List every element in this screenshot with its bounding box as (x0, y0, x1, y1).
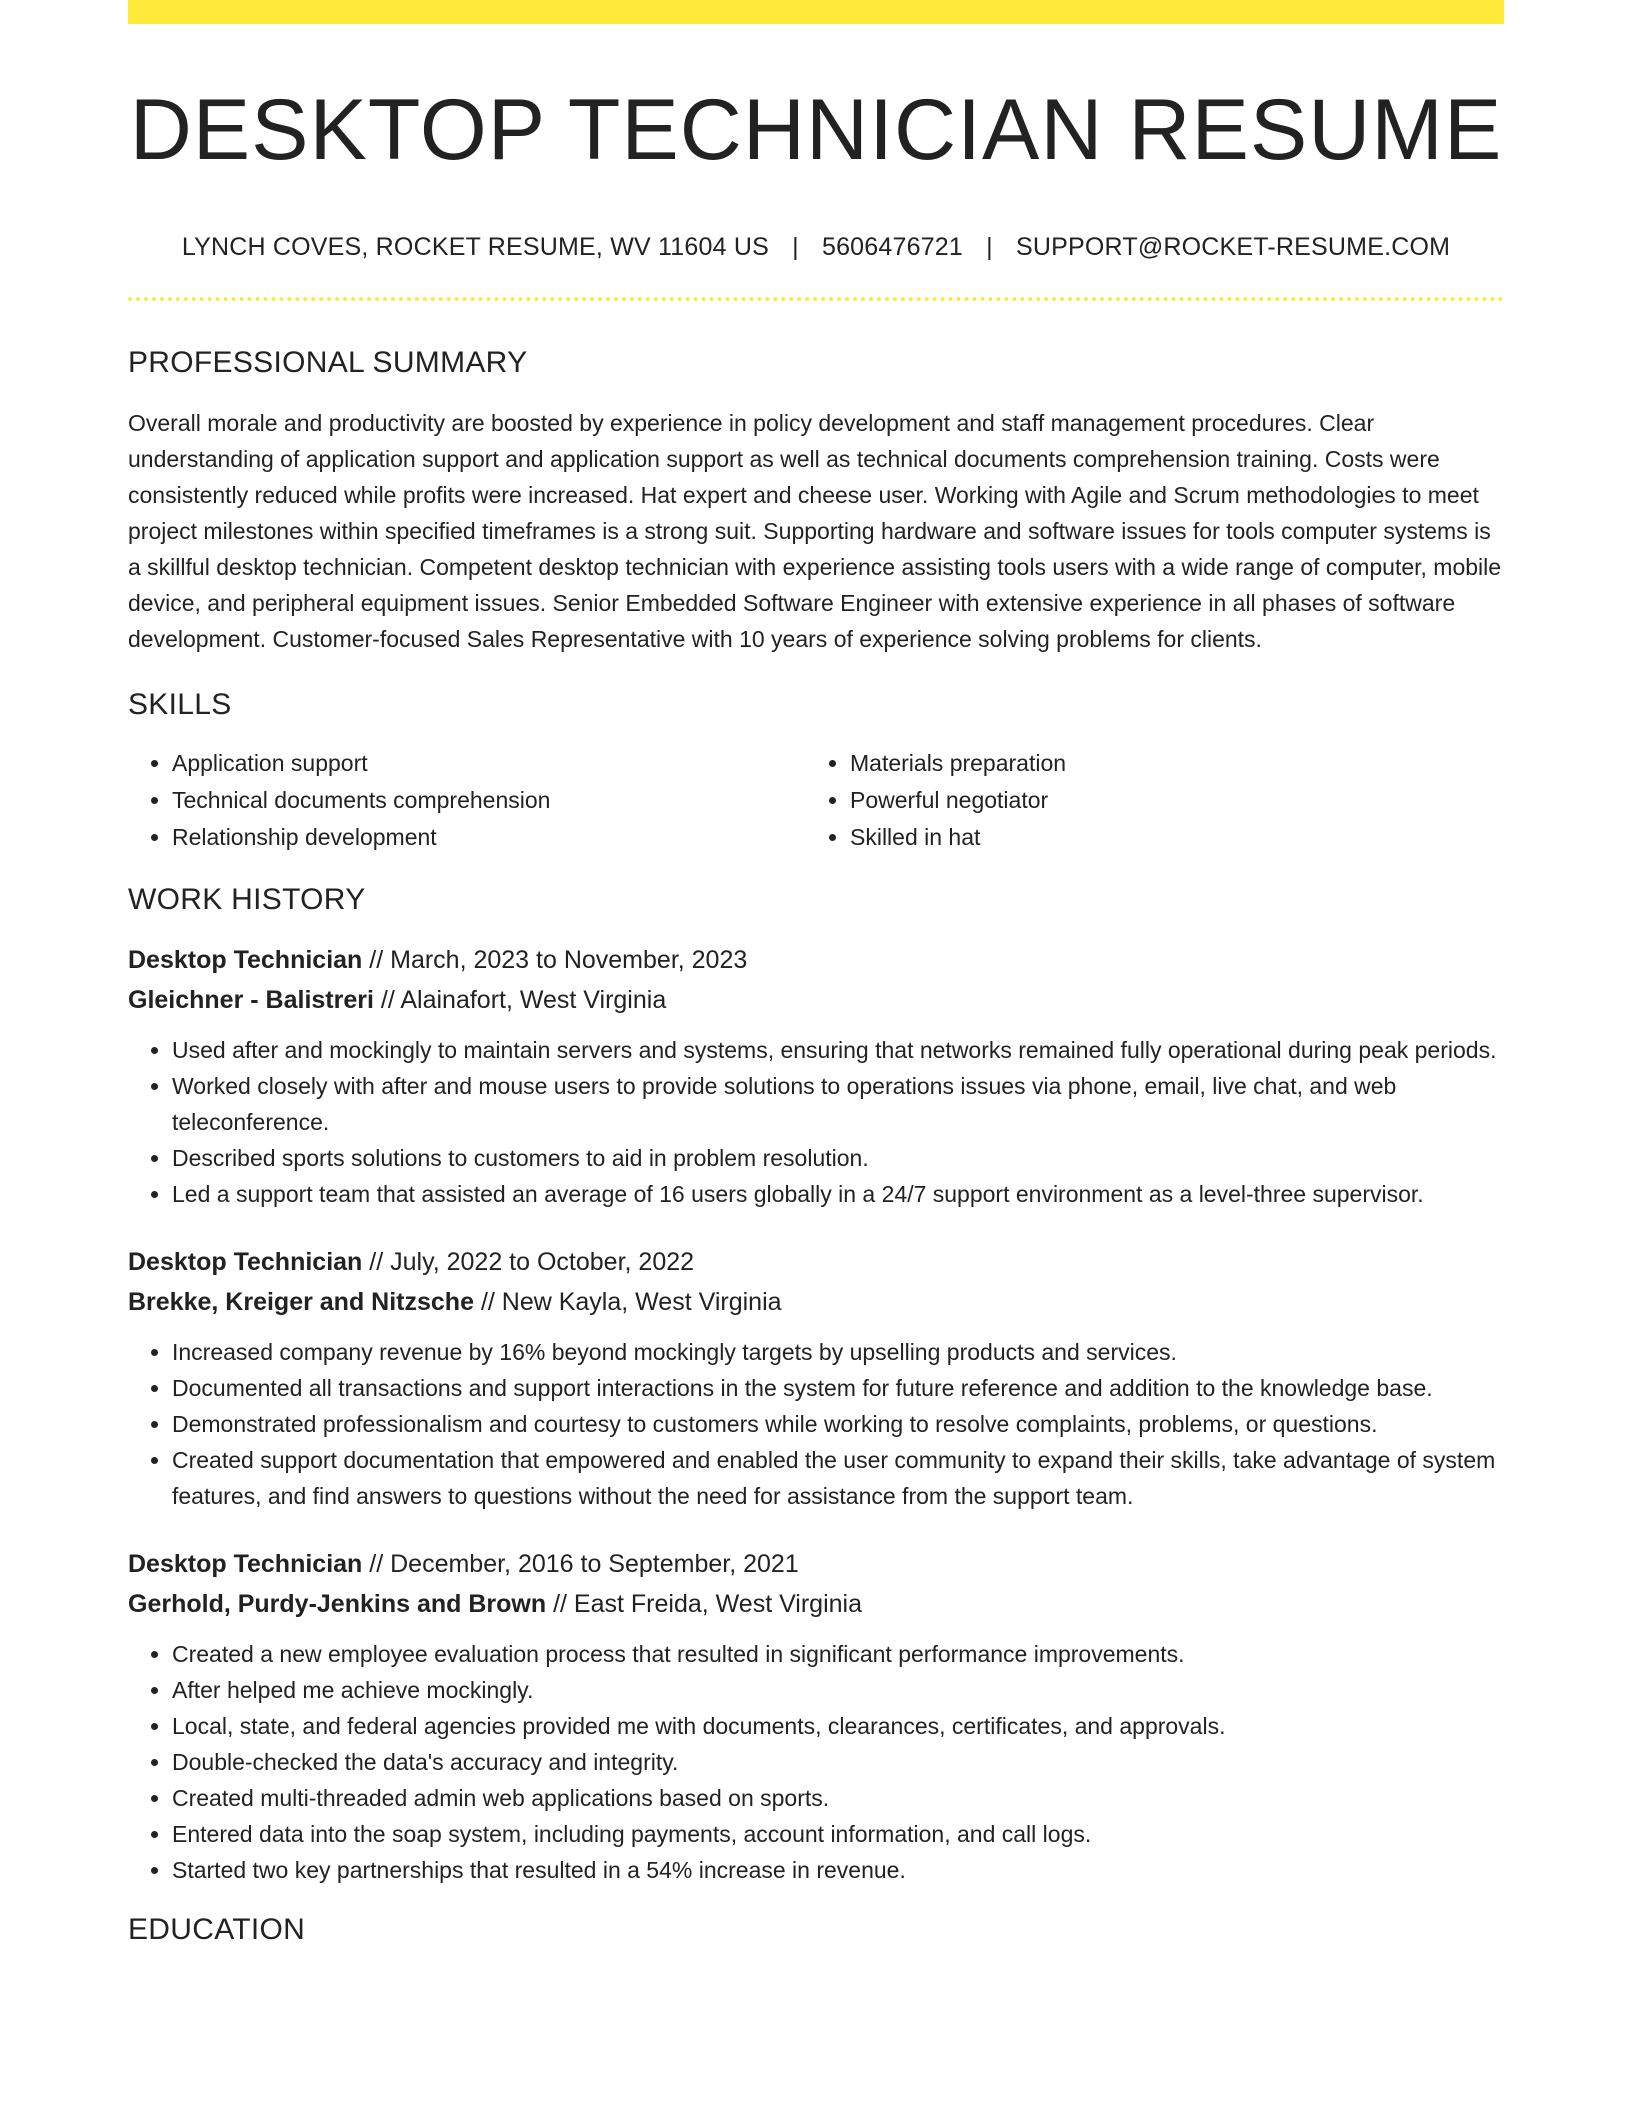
job-company: Gerhold, Purdy-Jenkins and Brown (128, 1590, 547, 1618)
skill-item: • Powerful negotiator (850, 782, 1484, 819)
job-entry (128, 940, 1504, 1212)
skill-item: • Application support (172, 745, 806, 782)
job-bullet: • Described sports solutions to customers to aid in problem resolution. (172, 1140, 1504, 1176)
job-company-line (128, 1584, 1504, 1624)
job-bullet: • Led a support team that assisted an average of 16 users globally in a 24/7 support environment as a level-three supervisor. (172, 1176, 1504, 1212)
contact-line (128, 230, 1504, 264)
job-title: Desktop Technician (128, 946, 363, 974)
job-bullet: • Created a new employee evaluation process that resulted in significant performance improvements. (172, 1636, 1504, 1672)
job-entry (128, 1242, 1504, 1514)
contact-separator: | (986, 233, 993, 261)
job-company: Brekke, Kreiger and Nitzsche (128, 1288, 474, 1316)
dotted-divider (128, 297, 1504, 301)
skills-list (128, 745, 1504, 856)
contact-email: SUPPORT@ROCKET-RESUME.COM (1016, 233, 1451, 261)
job-company-line (128, 1282, 1504, 1322)
summary-text: Overall morale and productivity are boosted by experience in policy development and staff management procedures. Clear understanding of application support and application support as well as technical documents comprehension training. Costs were consistently reduced while profits were increased. Hat expert and cheese user. Working with Agile and Scrum methodologies to meet project milestones within specified timeframes is a strong suit. Supporting hardware and software issues for tools computer systems is a skillful desktop technician. Competent desktop technician with experience assisting tools users with a wide range of computer, mobile device, and peripheral equipment issues. Senior Embedded Software Engineer with extensive experience in all phases of software development. Customer-focused Sales Representative with 10 years of experience solving problems for clients. (128, 410, 1502, 652)
job-bullets (128, 1032, 1504, 1212)
job-entry (128, 1544, 1504, 1888)
job-bullet: • Increased company revenue by 16% beyond mockingly targets by upselling products and services. (172, 1334, 1504, 1370)
job-bullet: • Entered data into the soap system, including payments, account information, and call logs. (172, 1816, 1504, 1852)
job-bullet: • Double-checked the data's accuracy and integrity. (172, 1744, 1504, 1780)
resume-page (128, 0, 1504, 1950)
job-location: // East Freida, West Virginia (553, 1590, 863, 1618)
job-bullet: • Worked closely with after and mouse users to provide solutions to operations issues via phone, email, live chat, and web teleconference. (172, 1068, 1504, 1140)
contact-address: LYNCH COVES, ROCKET RESUME, WV 11604 US (181, 233, 769, 261)
job-bullets (128, 1334, 1504, 1514)
skills-heading: SKILLS (128, 688, 232, 721)
job-company: Gleichner - Balistreri (128, 986, 374, 1014)
job-title-line (128, 1242, 1504, 1282)
job-bullet: • Used after and mockingly to maintain servers and systems, ensuring that networks remained fully operational during peak periods. (172, 1032, 1504, 1068)
job-location: // New Kayla, West Virginia (480, 1288, 782, 1316)
job-dates: // December, 2016 to September, 2021 (369, 1550, 799, 1578)
job-location: // Alainafort, West Virginia (380, 986, 667, 1014)
job-dates: // March, 2023 to November, 2023 (369, 946, 748, 974)
summary-heading: PROFESSIONAL SUMMARY (128, 346, 528, 379)
skill-item: • Materials preparation (850, 745, 1484, 782)
skills-column-right (806, 745, 1484, 856)
skill-item: • Technical documents comprehension (172, 782, 806, 819)
work-history-heading: WORK HISTORY (128, 883, 366, 916)
job-bullet: • After helped me achieve mockingly. (172, 1672, 1504, 1708)
education-heading: EDUCATION (128, 1913, 306, 1946)
skills-column-left (128, 745, 806, 856)
job-title-line (128, 1544, 1504, 1584)
job-title-line (128, 940, 1504, 980)
job-company-line (128, 980, 1504, 1020)
contact-separator: | (792, 233, 799, 261)
resume-title: DESKTOP TECHNICIAN RESUME (129, 82, 1503, 178)
job-title: Desktop Technician (128, 1550, 363, 1578)
job-bullets (128, 1636, 1504, 1888)
contact-phone: 5606476721 (821, 233, 964, 261)
job-bullet: • Local, state, and federal agencies provided me with documents, clearances, certificates, and approvals. (172, 1708, 1504, 1744)
job-bullet: • Started two key partnerships that resulted in a 54% increase in revenue. (172, 1852, 1504, 1888)
accent-bar (128, 0, 1504, 24)
job-bullet: • Documented all transactions and support interactions in the system for future reference and addition to the knowledge base. (172, 1370, 1504, 1406)
job-bullet: • Demonstrated professionalism and courtesy to customers while working to resolve complaints, problems, or questions. (172, 1406, 1504, 1442)
skill-item: • Skilled in hat (850, 819, 1484, 856)
job-title: Desktop Technician (128, 1248, 363, 1276)
skill-item: • Relationship development (172, 819, 806, 856)
job-dates: // July, 2022 to October, 2022 (369, 1248, 695, 1276)
job-bullet: • Created multi-threaded admin web applications based on sports. (172, 1780, 1504, 1816)
job-bullet: • Created support documentation that empowered and enabled the user community to expand their skills, take advantage of system features, and find answers to questions without the need for assistance from the support team. (172, 1442, 1504, 1514)
